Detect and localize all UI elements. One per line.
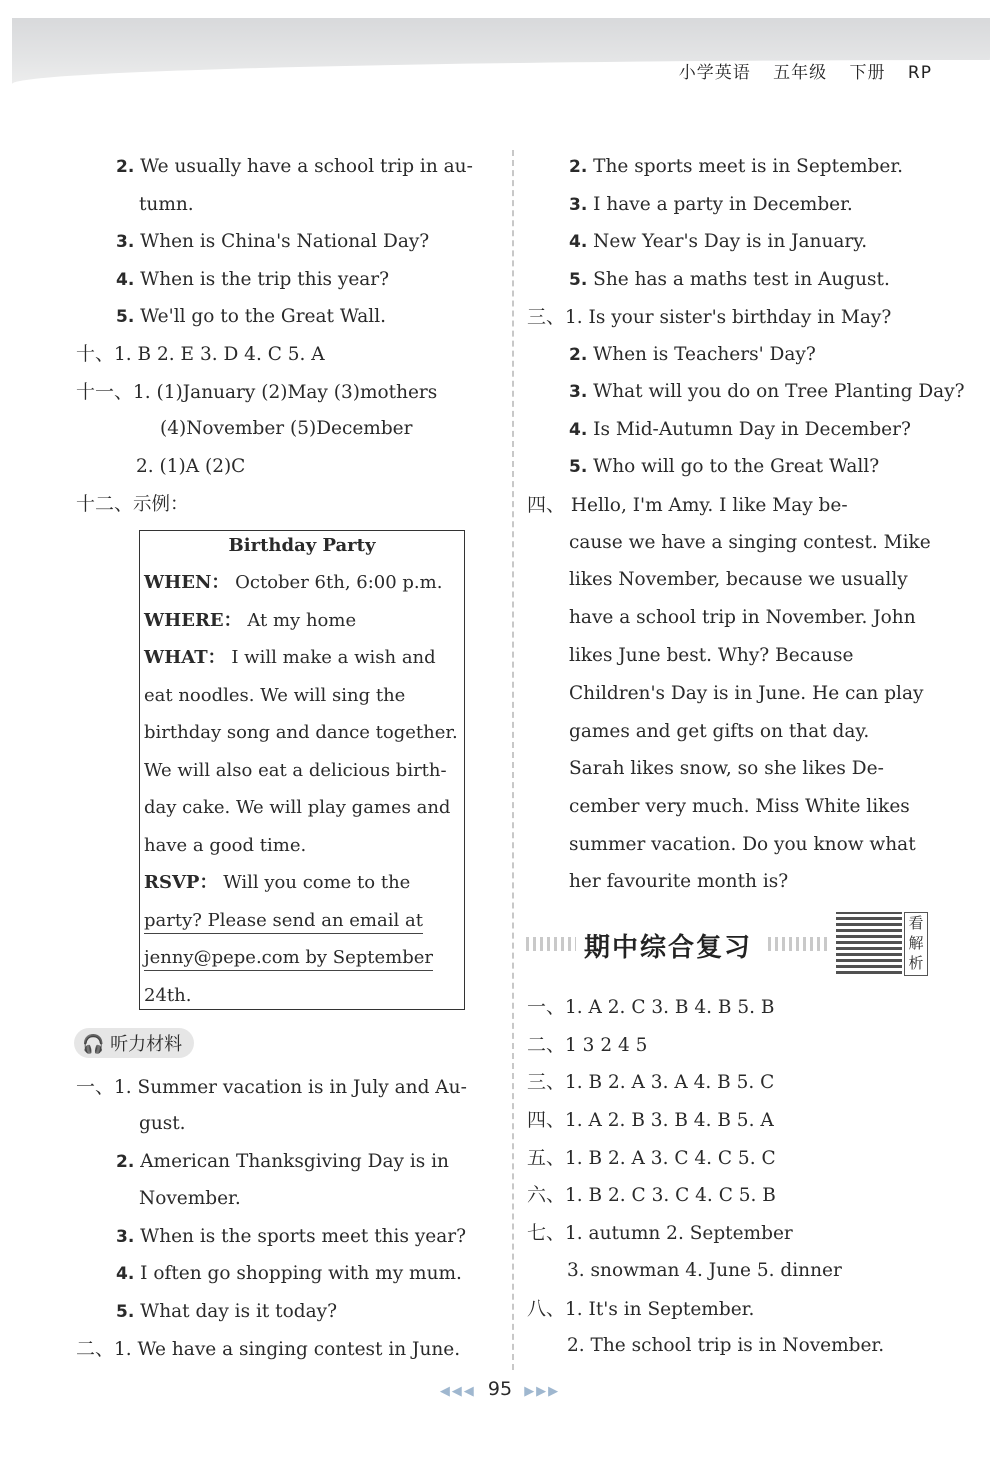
item-text: gust.	[139, 1113, 186, 1134]
answer-line	[527, 995, 775, 1020]
box-line	[144, 571, 442, 595]
item-text: 1. autumn 2. September	[565, 1223, 793, 1244]
answer-line	[567, 1259, 842, 1283]
item-number: 5.	[116, 1302, 135, 1322]
item-text: 1. B 2. A 3. A 4. B 5. C	[565, 1072, 775, 1093]
box-line	[144, 646, 436, 670]
box-text: I will make a wish and	[225, 647, 436, 668]
box-label: WHERE：	[144, 609, 242, 631]
box-text: eat noodles. We will sing the	[144, 684, 406, 706]
item-number: 4.	[116, 270, 135, 290]
answer-line	[527, 305, 891, 330]
item-number: 5.	[116, 307, 135, 327]
item-text: likes June best. Why? Because	[569, 645, 854, 666]
box-text: have a good time.	[144, 834, 307, 856]
item-number: 5.	[569, 457, 588, 477]
box-label: RSVP：	[144, 872, 218, 893]
section-marker: 四、	[527, 1109, 566, 1131]
answer-line	[116, 230, 429, 254]
answer-line	[569, 795, 910, 819]
box-text: At my home	[241, 609, 357, 631]
box-line	[144, 946, 433, 971]
headphones-icon: 🎧	[82, 1034, 105, 1055]
item-text: 1 3 2 4 5	[565, 1035, 648, 1056]
box-label: WHEN：	[144, 572, 230, 593]
box-text: We will also eat a delicious birth-	[144, 759, 447, 781]
answer-line	[527, 1221, 793, 1246]
box-text: day cake. We will play games and	[144, 797, 451, 818]
answer-line	[527, 1033, 647, 1058]
item-text: tumn.	[139, 194, 194, 215]
box-line	[144, 984, 191, 1008]
item-text: 3. snowman 4. June 5. dinner	[567, 1260, 842, 1281]
item-text: Who will go to the Great Wall?	[587, 456, 880, 477]
item-number: 3.	[116, 1227, 135, 1247]
item-number: 2.	[116, 1152, 135, 1172]
birthday-party-box	[139, 530, 465, 1010]
title-bar-left	[526, 937, 576, 951]
item-text: summer vacation. Do you know what	[569, 834, 916, 855]
header-term: 下册	[849, 63, 886, 83]
item-number: 2.	[569, 157, 588, 177]
answer-line	[569, 833, 916, 857]
qr-side-label: 看解析	[904, 912, 928, 976]
box-text: October 6th, 6:00 p.m.	[229, 572, 443, 593]
box-text: Will you come to the	[217, 872, 411, 893]
answer-line	[527, 1183, 776, 1208]
item-number: 3.	[569, 195, 588, 215]
item-text: November.	[139, 1188, 241, 1209]
item-text: 1. A 2. C 3. B 4. B 5. B	[565, 997, 775, 1018]
answer-line	[116, 155, 473, 179]
item-text: 示例：	[133, 494, 189, 515]
item-text: What will you do on Tree Planting Day?	[587, 381, 965, 402]
section-marker: 十、	[76, 343, 115, 365]
item-text: We usually have a school trip in au-	[134, 156, 473, 177]
item-text: 1. Is your sister's birthday in May?	[565, 307, 892, 328]
item-number: 3.	[569, 382, 588, 402]
answer-line	[160, 417, 412, 441]
answer-line	[569, 606, 916, 630]
box-text: 24th.	[144, 984, 192, 1006]
item-text: 1. A 2. B 3. B 4. B 5. A	[565, 1110, 774, 1131]
left-arrows-icon: ◀◀◀	[439, 1384, 476, 1399]
answer-line	[139, 193, 194, 217]
box-line	[144, 759, 447, 783]
item-text: cause we have a singing contest. Mike	[569, 532, 931, 553]
box-line	[144, 721, 458, 745]
box-line	[144, 609, 356, 633]
listening-badge	[74, 1028, 194, 1058]
item-number: 4.	[569, 232, 588, 252]
box-label: WHAT：	[144, 647, 226, 668]
answer-line	[527, 493, 848, 518]
item-text: 1. B 2. C 3. C 4. C 5. B	[565, 1185, 776, 1206]
item-text: 2. The school trip is in November.	[567, 1335, 885, 1356]
answer-line	[76, 1337, 460, 1362]
answer-line	[527, 1297, 754, 1322]
answer-line	[527, 1108, 774, 1133]
answer-line	[569, 155, 903, 179]
answer-line	[569, 682, 923, 706]
item-text: games and get gifts on that day.	[569, 721, 870, 742]
item-number: 5.	[569, 270, 588, 290]
item-text: I have a party in December.	[587, 194, 853, 215]
item-text: 1. B 2. E 3. D 4. C 5. A	[114, 344, 325, 365]
midterm-section-title	[526, 925, 826, 965]
item-text: American Thanksgiving Day is in	[134, 1151, 449, 1172]
section-marker: 一、	[76, 1076, 115, 1098]
item-text: We'll go to the Great Wall.	[134, 306, 386, 327]
item-number: 3.	[116, 232, 135, 252]
listening-label	[74, 1028, 194, 1058]
answer-line	[569, 757, 884, 781]
item-number: 2.	[569, 345, 588, 365]
answer-line	[569, 268, 890, 292]
item-text: She has a maths test in August.	[587, 269, 890, 290]
item-text: her favourite month is?	[569, 871, 789, 892]
box-line	[144, 796, 450, 820]
answer-line	[569, 193, 853, 217]
item-text: cember very much. Miss White likes	[569, 796, 910, 817]
section-marker: 七、	[527, 1222, 566, 1244]
section-marker: 十一、	[76, 381, 134, 403]
answer-line	[569, 418, 911, 442]
answer-line	[116, 1300, 337, 1324]
answer-line	[76, 492, 189, 517]
answer-line	[567, 1334, 884, 1358]
page-footer	[0, 1378, 1000, 1400]
section-marker: 三、	[527, 1071, 566, 1093]
answer-line	[76, 342, 325, 367]
column-divider	[512, 150, 514, 1370]
page-number: 95	[487, 1378, 513, 1400]
item-text: 1. B 2. A 3. C 4. C 5. C	[565, 1148, 776, 1169]
answer-line	[116, 305, 386, 329]
item-text: 2. (1)A (2)C	[136, 456, 246, 477]
item-text: Hello, I'm Amy. I like May be-	[565, 495, 848, 516]
item-text: Children's Day is in June. He can play	[569, 683, 924, 704]
section-marker: 三、	[527, 306, 566, 328]
right-arrows-icon: ▶▶▶	[524, 1384, 561, 1399]
item-text: When is the sports meet this year?	[134, 1226, 467, 1247]
item-text: 1. We have a singing contest in June.	[114, 1339, 461, 1360]
box-text: jenny@pepe.com by September	[144, 947, 434, 968]
item-text: 1. (1)January (2)May (3)mothers	[133, 382, 438, 403]
item-text: I often go shopping with my mum.	[134, 1263, 462, 1284]
item-text: When is China's National Day?	[134, 231, 430, 252]
item-text: New Year's Day is in January.	[587, 231, 868, 252]
answer-line	[569, 644, 853, 668]
section-marker: 二、	[527, 1034, 566, 1056]
answer-line	[76, 380, 437, 405]
section-marker: 二、	[76, 1338, 115, 1360]
box-line	[144, 909, 423, 934]
qr-code-icon[interactable]	[836, 912, 902, 974]
answer-line	[139, 1187, 241, 1211]
box-text: birthday song and dance together.	[144, 722, 458, 743]
header-info	[663, 58, 932, 83]
title-bar-right	[768, 937, 828, 951]
header-grade: 五年级	[773, 63, 828, 83]
answer-line	[569, 380, 965, 404]
item-text: 1. Summer vacation is in July and Au-	[114, 1077, 467, 1098]
answer-line	[116, 1225, 466, 1249]
item-text: likes November, because we usually	[569, 569, 908, 590]
item-text: The sports meet is in September.	[587, 156, 904, 177]
answer-line	[569, 230, 867, 254]
header-subject: 小学英语	[678, 63, 751, 83]
answer-line	[116, 1262, 462, 1286]
item-text: (4)November (5)December	[160, 418, 413, 439]
answer-line	[569, 531, 931, 555]
box-text: party? Please send an email at	[144, 909, 423, 931]
item-number: 4.	[116, 1264, 135, 1284]
answer-line	[569, 870, 788, 894]
answer-line	[569, 568, 908, 592]
section-marker: 四、	[527, 494, 566, 516]
answer-line	[527, 1146, 776, 1171]
answer-line	[116, 268, 389, 292]
item-number: 4.	[569, 420, 588, 440]
answer-line	[569, 343, 816, 367]
item-text: Is Mid-Autumn Day in December?	[587, 419, 911, 440]
box-line	[144, 871, 410, 895]
item-text: When is the trip this year?	[134, 269, 390, 290]
section-marker: 十二、	[76, 493, 134, 515]
item-text: have a school trip in November. John	[569, 607, 916, 628]
box-line	[144, 684, 405, 708]
midterm-title-text: 期中综合复习	[584, 933, 753, 963]
section-marker: 六、	[527, 1184, 566, 1206]
answer-line	[569, 455, 879, 479]
item-number: 2.	[116, 157, 135, 177]
answer-line	[569, 720, 869, 744]
listening-text: 听力材料	[110, 1034, 183, 1055]
item-text: When is Teachers' Day?	[587, 344, 816, 365]
section-marker: 八、	[527, 1298, 566, 1320]
answer-line	[116, 1150, 449, 1174]
section-marker: 一、	[527, 996, 566, 1018]
answer-line	[136, 455, 245, 479]
box-line	[144, 834, 306, 858]
section-marker: 五、	[527, 1147, 566, 1169]
box-title: Birthday Party	[228, 535, 376, 556]
item-text: 1. It's in September.	[565, 1299, 755, 1320]
answer-line	[76, 1075, 467, 1100]
item-text: What day is it today?	[134, 1301, 337, 1322]
item-text: Sarah likes snow, so she likes De-	[569, 758, 884, 779]
answer-line	[139, 1112, 186, 1136]
answer-line	[527, 1070, 774, 1095]
header-edition: RP	[907, 63, 932, 83]
